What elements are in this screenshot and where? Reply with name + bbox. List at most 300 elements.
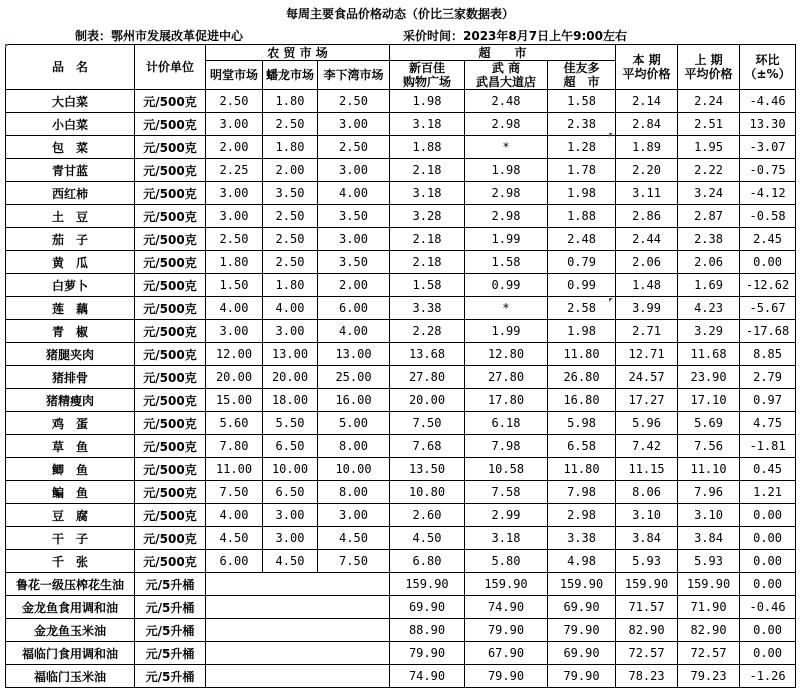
price-cell: 0.00	[740, 642, 796, 665]
item-unit: 元/5升桶	[135, 596, 206, 619]
price-cell: 2.79	[740, 366, 796, 389]
price-cell: 2.24	[678, 90, 740, 113]
price-cell: 82.90	[678, 619, 740, 642]
price-cell: 2.45	[740, 228, 796, 251]
price-cell: 12.71	[616, 343, 678, 366]
table-row	[6, 136, 796, 159]
price-cell: 1.80	[206, 251, 263, 274]
price-cell: 1.80	[263, 90, 318, 113]
price-cell: 3.00	[206, 320, 263, 343]
item-name: 包 菜	[6, 136, 135, 159]
item-unit: 元/500克	[135, 251, 206, 274]
price-cell: 2.48	[465, 90, 548, 113]
table-row	[6, 182, 796, 205]
price-cell: 4.23	[678, 297, 740, 320]
price-cell: 2.87	[678, 205, 740, 228]
price-cell: 1.99	[465, 228, 548, 251]
cell-marker	[609, 133, 613, 137]
price-cell: -0.46	[740, 596, 796, 619]
item-unit: 元/500克	[135, 504, 206, 527]
price-cell: 7.50	[318, 550, 390, 573]
price-cell: -0.75	[740, 159, 796, 182]
price-cell: 11.80	[548, 458, 616, 481]
price-cell: 69.90	[548, 642, 616, 665]
price-cell: 78.23	[616, 665, 678, 688]
price-cell: 5.80	[465, 550, 548, 573]
price-cell: 7.98	[548, 481, 616, 504]
price-cell: 1.80	[263, 136, 318, 159]
price-cell: 3.99	[616, 297, 678, 320]
item-unit: 元/500克	[135, 182, 206, 205]
price-cell: 2.60	[390, 504, 465, 527]
item-name: 小白菜	[6, 113, 135, 136]
price-cell: 11.68	[678, 343, 740, 366]
table-row	[6, 389, 796, 412]
item-name: 猪腿夹肉	[6, 343, 135, 366]
price-cell: 5.60	[206, 412, 263, 435]
price-cell: 79.90	[548, 665, 616, 688]
price-cell: 7.98	[465, 435, 548, 458]
price-cell: 1.58	[465, 251, 548, 274]
item-unit: 元/500克	[135, 527, 206, 550]
item-unit: 元/500克	[135, 274, 206, 297]
item-name: 福临门玉米油	[6, 665, 135, 688]
item-name: 黄 瓜	[6, 251, 135, 274]
price-cell: 1.99	[465, 320, 548, 343]
price-cell: 74.90	[390, 665, 465, 688]
table-row	[6, 113, 796, 136]
price-cell: 0.45	[740, 458, 796, 481]
price-cell: 1.69	[678, 274, 740, 297]
price-cell: 6.00	[318, 297, 390, 320]
price-cell: 0.97	[740, 389, 796, 412]
table-row	[6, 274, 796, 297]
price-cell: 4.00	[318, 182, 390, 205]
price-cell: 6.50	[263, 481, 318, 504]
maker-label: 制表：鄂州市发展改革促进中心	[75, 29, 244, 43]
item-name: 猪排骨	[6, 366, 135, 389]
table-row	[6, 366, 796, 389]
price-cell: 2.84	[616, 113, 678, 136]
price-cell: 3.18	[390, 182, 465, 205]
price-cell: 3.00	[206, 182, 263, 205]
price-cell: 2.38	[678, 228, 740, 251]
price-cell: 0.00	[740, 251, 796, 274]
price-cell: 2.18	[390, 251, 465, 274]
price-cell: 3.00	[318, 113, 390, 136]
cell-marker	[5, 44, 9, 48]
farm-market-empty-cell	[206, 642, 390, 665]
price-cell: 159.90	[678, 573, 740, 596]
price-cell: 3.50	[318, 205, 390, 228]
table-row	[6, 320, 796, 343]
price-cell: 1.88	[548, 205, 616, 228]
header-panlong: 蟠龙市场	[263, 61, 318, 90]
price-cell: 17.10	[678, 389, 740, 412]
price-cell: 79.90	[465, 619, 548, 642]
price-cell: 3.00	[206, 113, 263, 136]
price-cell: 2.58	[548, 297, 616, 320]
price-cell: 24.57	[616, 366, 678, 389]
price-cell: 3.18	[465, 527, 548, 550]
price-cell: 71.90	[678, 596, 740, 619]
item-unit: 元/500克	[135, 228, 206, 251]
item-name: 豆 腐	[6, 504, 135, 527]
price-cell: 2.18	[390, 159, 465, 182]
item-name: 青 椒	[6, 320, 135, 343]
farm-market-empty-cell	[206, 619, 390, 642]
price-cell: 11.80	[548, 343, 616, 366]
table-row	[6, 550, 796, 573]
price-cell: 69.90	[390, 596, 465, 619]
price-cell: 3.84	[678, 527, 740, 550]
table-row	[6, 205, 796, 228]
item-name: 福临门食用调和油	[6, 642, 135, 665]
price-cell: 10.80	[390, 481, 465, 504]
price-cell: 2.38	[548, 113, 616, 136]
price-cell: 10.00	[318, 458, 390, 481]
header-jiayouduo: 佳友多 超 市	[548, 61, 616, 90]
price-cell: 5.69	[678, 412, 740, 435]
item-name: 土 豆	[6, 205, 135, 228]
item-name: 莲 藕	[6, 297, 135, 320]
price-cell: 5.93	[616, 550, 678, 573]
price-cell: 3.00	[318, 228, 390, 251]
price-cell: 0.00	[740, 527, 796, 550]
header-name: 品 名	[6, 45, 135, 90]
price-cell: 1.98	[548, 320, 616, 343]
farm-market-empty-cell	[206, 573, 390, 596]
item-unit: 元/500克	[135, 366, 206, 389]
price-cell: 1.58	[390, 274, 465, 297]
price-cell: 1.98	[548, 182, 616, 205]
price-cell: 3.00	[263, 527, 318, 550]
item-unit: 元/500克	[135, 435, 206, 458]
price-cell: 2.50	[263, 205, 318, 228]
price-cell: 2.86	[616, 205, 678, 228]
price-cell: -5.67	[740, 297, 796, 320]
price-cell: 8.00	[318, 435, 390, 458]
price-cell: 3.38	[548, 527, 616, 550]
table-row	[6, 251, 796, 274]
table-row	[6, 435, 796, 458]
price-cell: 11.10	[678, 458, 740, 481]
price-cell: 2.98	[465, 205, 548, 228]
table-row	[6, 159, 796, 182]
item-name: 草 鱼	[6, 435, 135, 458]
price-cell: 12.00	[206, 343, 263, 366]
item-name: 西红柿	[6, 182, 135, 205]
price-cell: 159.90	[390, 573, 465, 596]
item-name: 鲁花一级压榨花生油	[6, 573, 135, 596]
price-cell: 12.80	[465, 343, 548, 366]
price-cell: 6.50	[263, 435, 318, 458]
item-name: 鳊 鱼	[6, 481, 135, 504]
table-row	[6, 228, 796, 251]
price-cell: 6.18	[465, 412, 548, 435]
price-cell: 2.00	[318, 274, 390, 297]
farm-market-empty-cell	[206, 596, 390, 619]
header-xinbaijia: 新百佳 购物广场	[390, 61, 465, 90]
price-cell: 2.50	[318, 136, 390, 159]
price-cell: 7.50	[206, 481, 263, 504]
table-row	[6, 527, 796, 550]
price-cell: 1.50	[206, 274, 263, 297]
price-cell: 2.00	[206, 136, 263, 159]
price-cell: 10.00	[263, 458, 318, 481]
price-cell: 88.90	[390, 619, 465, 642]
table-row	[6, 90, 796, 113]
price-cell: 4.50	[390, 527, 465, 550]
table-row	[6, 619, 796, 642]
item-name: 茄 子	[6, 228, 135, 251]
price-cell: 3.11	[616, 182, 678, 205]
price-cell: -1.26	[740, 665, 796, 688]
table-row	[6, 596, 796, 619]
price-cell: 1.21	[740, 481, 796, 504]
price-cell: 6.00	[206, 550, 263, 573]
header-unit: 计价单位	[135, 45, 206, 90]
item-name: 千 张	[6, 550, 135, 573]
price-cell: 4.50	[206, 527, 263, 550]
price-cell: 6.80	[390, 550, 465, 573]
header-farm-markets: 农 贸 市 场	[206, 45, 390, 61]
price-cell: 1.28	[548, 136, 616, 159]
price-cell: 8.85	[740, 343, 796, 366]
price-cell: 74.90	[465, 596, 548, 619]
price-cell: 2.20	[616, 159, 678, 182]
price-cell: 0.00	[740, 573, 796, 596]
price-cell: 2.00	[263, 159, 318, 182]
price-cell: 0.00	[740, 619, 796, 642]
price-cell: 7.56	[678, 435, 740, 458]
price-cell: *	[465, 297, 548, 320]
price-cell: 2.50	[263, 113, 318, 136]
collection-time: 采价时间：2023年8月7日上午9:00左右	[403, 29, 627, 43]
price-cell: 2.28	[390, 320, 465, 343]
header-wushang: 武 商 武昌大道店	[465, 61, 548, 90]
price-cell: 2.25	[206, 159, 263, 182]
item-unit: 元/500克	[135, 458, 206, 481]
price-cell: -0.58	[740, 205, 796, 228]
price-cell: 4.50	[318, 527, 390, 550]
price-cell: 79.90	[390, 642, 465, 665]
price-cell: 2.99	[465, 504, 548, 527]
item-unit: 元/500克	[135, 412, 206, 435]
item-name: 白萝卜	[6, 274, 135, 297]
price-cell: 72.57	[616, 642, 678, 665]
meta-line	[5, 28, 795, 44]
item-unit: 元/500克	[135, 113, 206, 136]
item-name: 青甘蓝	[6, 159, 135, 182]
price-cell: 7.58	[465, 481, 548, 504]
price-cell: 1.78	[548, 159, 616, 182]
item-unit: 元/500克	[135, 90, 206, 113]
price-cell: 3.00	[318, 504, 390, 527]
price-cell: 2.50	[318, 90, 390, 113]
table-row	[6, 297, 796, 320]
cell-marker	[609, 298, 613, 302]
price-cell: 2.51	[678, 113, 740, 136]
price-cell: -17.68	[740, 320, 796, 343]
price-cell: 25.00	[318, 366, 390, 389]
price-cell: 0.99	[465, 274, 548, 297]
price-cell: 3.00	[206, 205, 263, 228]
table-row	[6, 665, 796, 688]
price-cell: 159.90	[616, 573, 678, 596]
price-cell: 5.50	[263, 412, 318, 435]
page-title: 每周主要食品价格动态（价比三家数据表）	[285, 7, 514, 21]
price-cell: 13.68	[390, 343, 465, 366]
price-cell: 15.00	[206, 389, 263, 412]
price-cell: 1.98	[465, 159, 548, 182]
price-cell: 20.00	[206, 366, 263, 389]
price-cell: 4.00	[206, 297, 263, 320]
header-current-avg: 本 期 平均价格	[616, 45, 678, 90]
price-cell: 20.00	[263, 366, 318, 389]
price-cell: -4.12	[740, 182, 796, 205]
price-cell: 159.90	[465, 573, 548, 596]
price-cell: 3.24	[678, 182, 740, 205]
price-cell: 27.80	[390, 366, 465, 389]
table-row	[6, 343, 796, 366]
item-name: 鸡 蛋	[6, 412, 135, 435]
price-cell: 2.14	[616, 90, 678, 113]
table-row	[6, 573, 796, 596]
farm-market-empty-cell	[206, 665, 390, 688]
price-cell: 7.96	[678, 481, 740, 504]
table-row	[6, 458, 796, 481]
item-unit: 元/5升桶	[135, 619, 206, 642]
price-cell: 2.50	[206, 90, 263, 113]
price-cell: 3.10	[678, 504, 740, 527]
table-row	[6, 504, 796, 527]
price-cell: 3.84	[616, 527, 678, 550]
item-unit: 元/500克	[135, 389, 206, 412]
item-unit: 元/500克	[135, 481, 206, 504]
price-cell: 3.10	[616, 504, 678, 527]
item-name: 干 子	[6, 527, 135, 550]
item-unit: 元/500克	[135, 159, 206, 182]
item-name: 猪精瘦肉	[6, 389, 135, 412]
price-cell: 5.93	[678, 550, 740, 573]
price-cell: 1.48	[616, 274, 678, 297]
price-cell: 8.06	[616, 481, 678, 504]
price-table	[5, 44, 796, 688]
price-cell: 79.90	[548, 619, 616, 642]
header-supermarkets: 超 市	[390, 45, 616, 61]
price-cell: 4.00	[263, 297, 318, 320]
price-cell: 10.58	[465, 458, 548, 481]
price-cell: 2.22	[678, 159, 740, 182]
price-cell: 7.68	[390, 435, 465, 458]
price-cell: 4.50	[263, 550, 318, 573]
price-cell: 69.90	[548, 596, 616, 619]
item-unit: 元/5升桶	[135, 573, 206, 596]
table-row	[6, 481, 796, 504]
price-cell: *	[465, 136, 548, 159]
price-cell: 11.00	[206, 458, 263, 481]
price-cell: 1.89	[616, 136, 678, 159]
item-unit: 元/500克	[135, 343, 206, 366]
header-change: 环比 （±%）	[740, 45, 796, 90]
price-cell: 23.90	[678, 366, 740, 389]
price-cell: 17.80	[465, 389, 548, 412]
price-cell: 13.00	[318, 343, 390, 366]
price-cell: 4.00	[206, 504, 263, 527]
item-unit: 元/500克	[135, 550, 206, 573]
price-cell: 79.90	[465, 665, 548, 688]
price-cell: 1.80	[263, 274, 318, 297]
price-cell: 0.00	[740, 504, 796, 527]
price-cell: -3.07	[740, 136, 796, 159]
price-cell: 27.80	[465, 366, 548, 389]
price-cell: 5.00	[318, 412, 390, 435]
item-name: 金龙鱼玉米油	[6, 619, 135, 642]
price-cell: 2.98	[465, 113, 548, 136]
price-cell: 26.80	[548, 366, 616, 389]
item-unit: 元/500克	[135, 297, 206, 320]
price-cell: 17.27	[616, 389, 678, 412]
price-cell: 2.06	[678, 251, 740, 274]
price-cell: 2.50	[263, 228, 318, 251]
price-cell: 4.75	[740, 412, 796, 435]
price-cell: 79.23	[678, 665, 740, 688]
price-cell: 16.80	[548, 389, 616, 412]
table-row	[6, 412, 796, 435]
price-cell: 2.98	[548, 504, 616, 527]
price-cell: 82.90	[616, 619, 678, 642]
price-cell: 4.00	[318, 320, 390, 343]
price-cell: 3.28	[390, 205, 465, 228]
price-cell: 8.00	[318, 481, 390, 504]
price-cell: 71.57	[616, 596, 678, 619]
price-cell: 1.98	[390, 90, 465, 113]
price-cell: 2.06	[616, 251, 678, 274]
price-cell: 3.18	[390, 113, 465, 136]
price-cell: 3.50	[263, 182, 318, 205]
price-cell: 20.00	[390, 389, 465, 412]
price-cell: -12.62	[740, 274, 796, 297]
price-cell: 13.30	[740, 113, 796, 136]
price-cell: 7.50	[390, 412, 465, 435]
header-lixiawan: 李下湾市场	[318, 61, 390, 90]
price-cell: 3.29	[678, 320, 740, 343]
item-unit: 元/500克	[135, 320, 206, 343]
item-unit: 元/5升桶	[135, 665, 206, 688]
price-cell: 0.79	[548, 251, 616, 274]
price-cell: 2.44	[616, 228, 678, 251]
price-cell: 5.96	[616, 412, 678, 435]
price-cell: 4.98	[548, 550, 616, 573]
price-cell: -1.81	[740, 435, 796, 458]
price-cell: 2.18	[390, 228, 465, 251]
price-cell: 1.88	[390, 136, 465, 159]
item-unit: 元/5升桶	[135, 642, 206, 665]
price-cell: 2.98	[465, 182, 548, 205]
price-cell: 67.90	[465, 642, 548, 665]
price-cell: 13.50	[390, 458, 465, 481]
price-cell: 3.00	[263, 320, 318, 343]
header-previous-avg: 上 期 平均价格	[678, 45, 740, 90]
price-cell: 7.80	[206, 435, 263, 458]
price-cell: 3.38	[390, 297, 465, 320]
price-cell: 3.50	[318, 251, 390, 274]
price-cell: 2.48	[548, 228, 616, 251]
price-cell: 3.00	[263, 504, 318, 527]
item-name: 鲫 鱼	[6, 458, 135, 481]
price-cell: 1.58	[548, 90, 616, 113]
